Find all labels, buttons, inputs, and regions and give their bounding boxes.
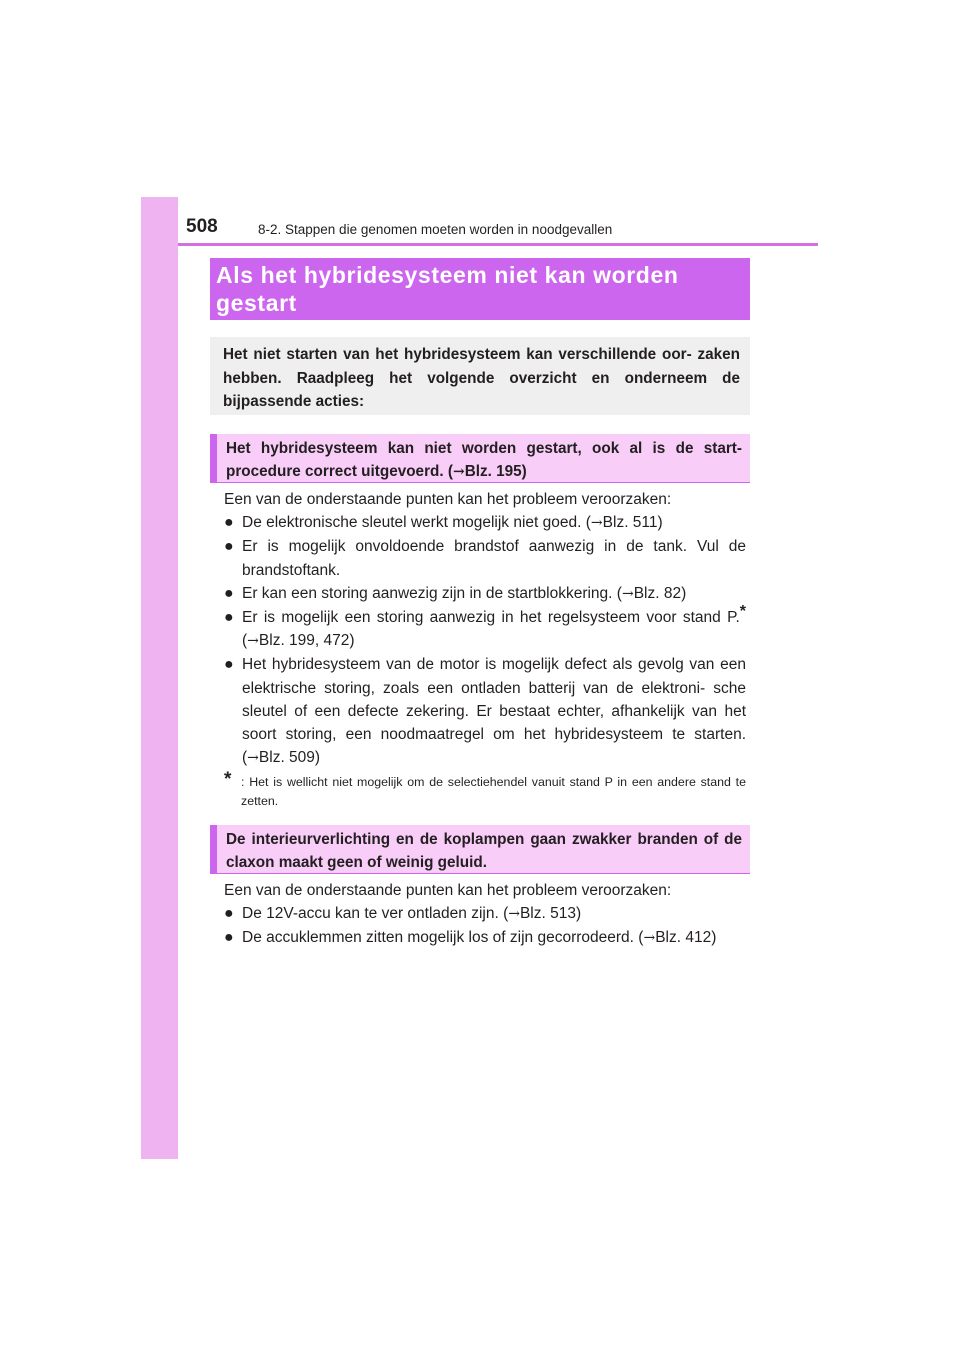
causes-list-2	[224, 879, 746, 951]
arrow-icon: →	[247, 633, 259, 650]
section-title: Als het hybridesysteem niet kan worden gestart	[210, 258, 750, 320]
list-item: ● Het hybridesysteem van de motor is mogelijk defect als gevolg van een elektrische storing, zoals een ontladen batterij van de elektroni- sche sleutel of een defecte zekering. Er bestaat echter, afhankelijk van het soort storing, een noodmaatregel om het hybridesysteem te starten. (→Blz. 509)	[224, 653, 746, 770]
intro-box: Het niet starten van het hybridesysteem kan verschillende oor- zaken hebben. Raadpleeg het volgende overzicht en onderneem de bijpassende acties:	[210, 337, 750, 415]
page-reference[interactable]: Blz. 199, 472)	[258, 632, 355, 650]
list-item: ● Er is mogelijk onvoldoende brandstof aanwezig in de tank. Vul de brandstoftank.	[224, 535, 746, 581]
arrow-icon: →	[643, 930, 656, 947]
subheading-start-procedure	[210, 434, 750, 483]
list-item: ● Er is mogelijk een storing aanwezig in het regelsysteem voor stand P.* (→Blz. 199, 472)	[224, 606, 746, 653]
list-item: ● De 12V-accu kan te ver ontladen zijn. (→Blz. 513)	[224, 902, 746, 926]
footnote	[224, 769, 746, 811]
page-reference[interactable]: Blz. 195)	[464, 463, 527, 480]
list-item: ● De elektronische sleutel werkt mogelijk niet goed. (→Blz. 511)	[224, 511, 746, 535]
lead-text: Een van de onderstaande punten kan het probleem veroorzaken:	[224, 882, 672, 899]
arrow-icon: →	[452, 464, 465, 480]
footnote-text: : Het is wellicht niet mogelijk om de selectiehendel vanuit stand P in een andere stand te zetten.	[241, 775, 746, 808]
page-reference[interactable]: Blz. 82)	[633, 584, 687, 602]
arrow-icon: →	[247, 750, 259, 767]
page-number: 508	[186, 216, 218, 237]
lead-text: Een van de onderstaande punten kan het probleem veroorzaken:	[224, 491, 672, 508]
causes-list-1	[224, 488, 746, 770]
subheading-weak-lights	[210, 825, 750, 874]
arrow-icon: →	[590, 515, 603, 532]
subheading-text: Het hybridesysteem kan niet worden gestart, ook al is de start- procedure correct uitgevoerd. (	[226, 440, 742, 480]
list-item: ● De accuklemmen zitten mogelijk los of zijn gecorrodeerd. (→Blz. 412)	[224, 926, 746, 950]
chapter-header: 8-2. Stappen die genomen moeten worden in noodgevallen	[258, 222, 613, 237]
footnote-mark: *	[224, 769, 232, 790]
page-reference[interactable]: Blz. 509)	[258, 749, 321, 767]
page-reference[interactable]: Blz. 511)	[602, 514, 663, 532]
subheading-text: De interieurverlichting en de koplampen gaan zwakker branden of de claxon maakt geen of weinig geluid.	[226, 831, 742, 871]
arrow-icon: →	[621, 585, 634, 602]
header-rule	[178, 243, 818, 246]
arrow-icon: →	[508, 906, 520, 923]
footnote-mark: *	[739, 602, 746, 620]
page-reference[interactable]: Blz. 412)	[655, 929, 717, 947]
page-reference[interactable]: Blz. 513)	[519, 905, 582, 923]
list-item: ● Er kan een storing aanwezig zijn in de startblokkering. (→Blz. 82)	[224, 582, 746, 606]
chapter-side-tab	[141, 197, 178, 1159]
